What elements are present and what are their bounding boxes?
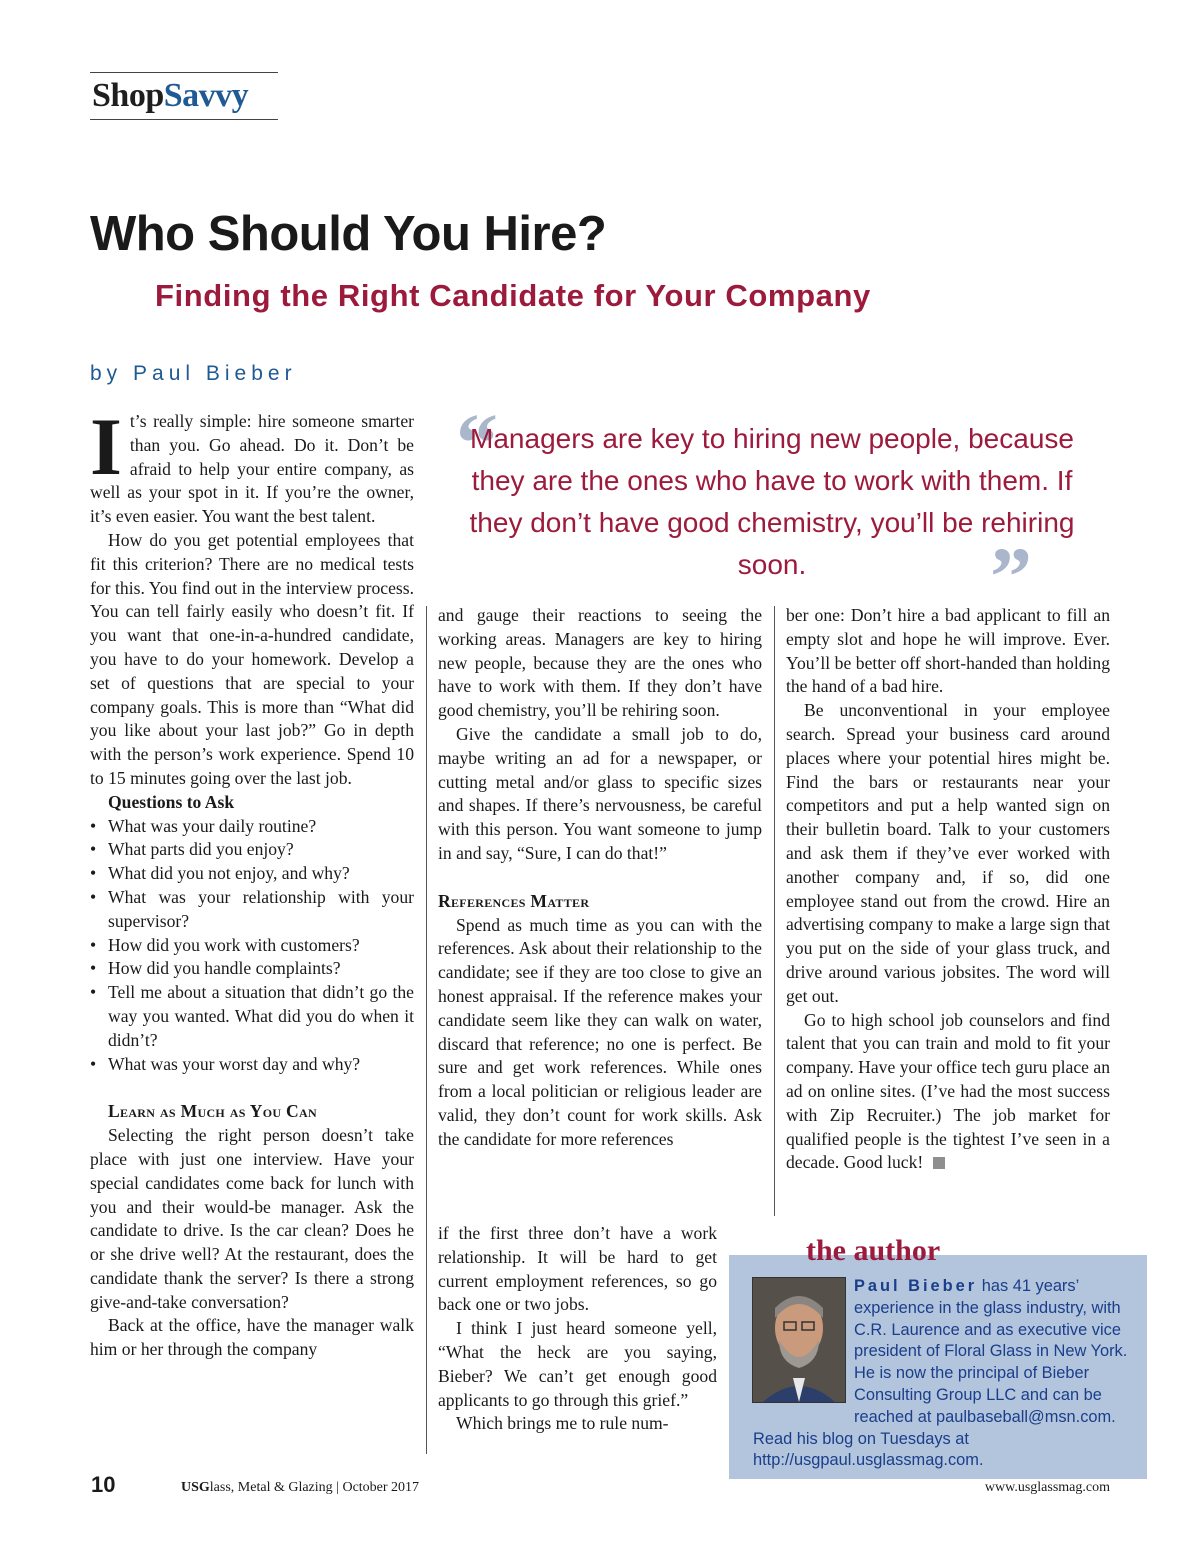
question-item: • How did you handle complaints?: [90, 957, 414, 981]
body-paragraph: and gauge their reactions to seeing the working areas. Managers are key to hiring new people, because they are the ones who have to work with them. If they don’t have good chemistry, you’ll be rehiring soon.: [438, 605, 762, 721]
body-paragraph: Go to high school job counselors and find talent that you can train and mold to fit your company. Have your office tech guru place an ad on online sites. (I’ve had the most success with Zip Recruiter.) The job market for qualified people is the tightest I’ve seen in a decade. Good luck!: [786, 1009, 1110, 1173]
footer-url: www.usglassmag.com: [984, 1480, 1110, 1495]
question-item: • What did you not enjoy, and why?: [90, 862, 414, 886]
byline: by Paul Bieber: [90, 362, 297, 385]
learn-subheading: Learn as Much as You Can: [108, 1101, 317, 1122]
body-paragraph: ber one: Don’t hire a bad applicant to fill an empty slot and hope he will improve. Ever. You’ll be better off short-handed than holding the hand of a bad hire.: [786, 605, 1110, 697]
question-item: • What was your daily routine?: [90, 815, 414, 839]
intro-paragraph: It’s really simple: hire someone smarter than you. Go ahead. Do it. Don’t be afraid to help your entire company, as well as your spot in it. If you’re the owner, it’s even easier. You want the best talent.: [90, 401, 414, 527]
column-2: [438, 604, 762, 1152]
column-divider: [426, 606, 427, 1454]
page-number: 10: [91, 1472, 116, 1497]
body-paragraph: Which brings me to rule num-: [456, 1413, 669, 1434]
references-subheading: References Matter: [438, 890, 590, 911]
body-paragraph: Spend as much time as you can with the references. Ask about their relationship to the candidate; see if they are too close to give an honest appraisal. If the reference makes your candidate seem like they can walk on water, discard that reference; no one is perfect. Be sure and get work references. While ones from a local politician or religious leader are valid, they don’t count for work skills. Ask the candidate for more references: [438, 914, 762, 1149]
author-name: Paul Bieber: [854, 1277, 978, 1295]
column-2-continued: [438, 1222, 717, 1436]
section-tag: [90, 72, 278, 120]
questions-list: [90, 815, 414, 1077]
pull-quote: [456, 397, 1082, 624]
close-quote-mark: ”: [990, 531, 1032, 624]
body-paragraph: How do you get potential employees that fit this criterion? There are no medical tests for this. You find out in the interview process. You can tell fairly easily who doesn’t fit. If you want that one-in-a-hundred candidate, you have to do your homework. Develop a set of questions that are special to your company goals. This is more than “What did you like about your last job?” Go in depth with the person’s work experience. Spend 10 to 15 minutes going over the last job.: [90, 529, 414, 788]
questions-heading: Questions to Ask: [108, 791, 235, 812]
article-subtitle: Finding the Right Candidate for Your Company: [155, 278, 871, 313]
magazine-issue: USGlass, Metal & Glazing | October 2017: [181, 1480, 420, 1495]
question-item: • What parts did you enjoy?: [90, 838, 414, 862]
author-heading: the author: [806, 1234, 941, 1267]
end-mark-icon: [933, 1157, 945, 1169]
open-quote-mark: “: [456, 397, 498, 490]
column-3: [786, 604, 1110, 1175]
pull-quote-text: Managers are key to hiring new people, because they are the ones who have to work with them. If they don’t have good chemistry, you’ll be rehiring soon.: [469, 423, 1075, 580]
body-paragraph: Back at the office, have the manager walk him or her through the company: [90, 1315, 414, 1360]
question-item: • What was your relationship with your supervisor?: [90, 886, 414, 934]
body-paragraph: Give the candidate a small job to do, maybe writing an ad for a newspaper, or cutting metal and/or glass to specific sizes and shapes. If there’s nervousness, be careful with this person. You want someone to jump in and say, “Sure, I can do that!”: [438, 723, 762, 863]
question-item: • How did you work with customers?: [90, 934, 414, 958]
body-paragraph: Be unconventional in your employee search. Spread your business card around places where your potential hires might be. Find the bars or restaurants near your competitors and put a help wanted sign on their bulletin board. Talk to your customers and ask them if they’ve ever worked with another company and, if so, did one employee stand out from the crowd. Hire an advertising company to make a large sign that you put on the side of your glass truck, and drive around various jobsites. The word will get out.: [786, 700, 1110, 1006]
column-divider: [774, 606, 775, 1216]
drop-cap: I: [90, 401, 122, 492]
section-tag-text: ShopSavvy: [92, 77, 249, 114]
body-paragraph: Selecting the right person doesn’t take place with just one interview. Have your special candidates come back for lunch with you and their would-be manager. Ask the candidate to drive. Is the car clean? Does he or she drive well? At the restaurant, does the candidate thank the server? Is there a strong give-and-take conversation?: [90, 1125, 414, 1312]
article-title: Who Should You Hire?: [90, 207, 607, 261]
question-item: • Tell me about a situation that didn’t go the way you wanted. What did you do when it didn’t?: [90, 981, 414, 1052]
column-1: [90, 401, 414, 1362]
body-paragraph: if the first three don’t have a work relationship. It will be hard to get current employment references, so go back one or two jobs.: [438, 1223, 717, 1315]
question-item: • What was your worst day and why?: [90, 1053, 414, 1077]
body-paragraph: I think I just heard someone yell, “What the heck are you saying, Bieber? We can’t get enough good applicants to go through this grief.”: [438, 1318, 717, 1410]
author-bio: Paul Bieber has 41 years’ experience in the glass industry, with C.R. Laurence and as executive vice president of Floral Glass in New York. He is now the principal of Bieber Consulting Group LLC and can be reached at paulbaseball@msn.com. Read his blog on Tuesdays at http://usgpaul.usglassmag.com.: [753, 1277, 1128, 1470]
